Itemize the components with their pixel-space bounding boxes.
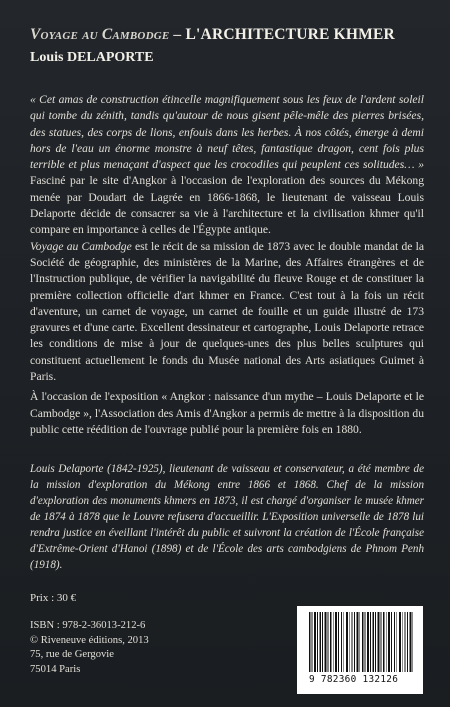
blurb-paragraph-2-text: est le récit de sa mission de 1873 avec le double mandat de la Société de géographie, des ministères de la Marine, des Affaires étrangères et de l'Instruction publique, de vérifier la navigabilité du fleuve Rouge et de constituer la première collection officielle d'art khmer en France. C'est tout à la fois un récit d'aventure, un carnet de voyage, un carnet de fouille et un guide illustré de 173 gravures et d'une carte. Excellent dessinateur et cartographe, Louis Delaporte retrace les conditions de mise à jour de quelques-unes des plus belles sculptures qui constituent actuellement le fonds du Musée national des Arts asiatiques Guimet à Paris. <box>30 239 424 384</box>
book-title-subtitle: L'ARCHITECTURE KHMER <box>185 26 395 43</box>
book-title-main: Voyage au Cambodge – <box>30 26 186 43</box>
publisher-address-line-1: 75, rue de Gergovie <box>30 649 114 661</box>
publisher-info <box>30 619 149 677</box>
book-title <box>30 26 424 44</box>
publisher-address-line-2: 75014 Paris <box>30 663 81 675</box>
price-label: Prix : 30 € <box>30 592 77 604</box>
blurb-paragraph-2 <box>30 239 424 386</box>
book-title-reference: Voyage au Cambodge <box>30 239 132 253</box>
book-author: Louis DELAPORTE <box>30 50 154 65</box>
blurb-paragraph-1-text: Fasciné par le site d'Angkor à l'occasion de l'exploration des sources du Mékong menée par Doudart de Lagrée en 1866-1868, le lieutenant de vaisseau Louis Delaporte décide de consacrer sa vie à l'architecture et la civilisation khmer qu'il compare en importance à celles de l'Égypte antique. <box>30 174 424 237</box>
copyright: © Riveneuve éditions, 2013 <box>30 634 149 646</box>
barcode-bars <box>309 612 415 672</box>
isbn: ISBN : 978-2-36013-212-6 <box>30 620 146 631</box>
author-biography: Louis Delaporte (1842-1925), lieutenant de vaisseau et conservateur, a été membre de la mission d'exploration du Mékong entre 1866 et 1868. Chef de la mission d'exploration des monuments khmers en 1873, il est chargé d'organiser le musée khmer de 1874 à 1878 que le Louvre refusera d'accueillir. L'Exposition universelle de 1878 lui rendra justice en éveillant l'intérêt du public et suivront la création de l'École française d'Extrême-Orient d'Hanoi (1898) et de l'École des arts cambodgiens de Phnom Penh (1918). <box>30 463 424 571</box>
blurb-quote: « Cet amas de construction étincelle magnifiquement sous les feux de l'ardent soleil qui tombe du zénith, tandis qu'autour de nous gisent pêle-mêle des pierres brisées, des statues, des corps de lions, enfouis dans les herbes. À nos côtés, émerge à demi hors de l'eau un énorme monstre à neuf têtes, fantastique dragon, cent fois plus terrible et plus menaçant d'aspect que les crocodiles qui peuplent ces solitudes… » <box>30 93 424 172</box>
blurb-paragraph-3: À l'occasion de l'exposition « Angkor : naissance d'un mythe – Louis Delaporte et le Cambodge », l'Association des Amis d'Angkor a permis de mettre à la disposition du public cette réédition de l'ouvrage publié pour la première fois en 1880. <box>30 390 424 436</box>
isbn-barcode <box>297 606 423 694</box>
blurb-paragraph-1 <box>30 92 424 239</box>
barcode-number: 9 782360 132126 <box>309 674 399 685</box>
